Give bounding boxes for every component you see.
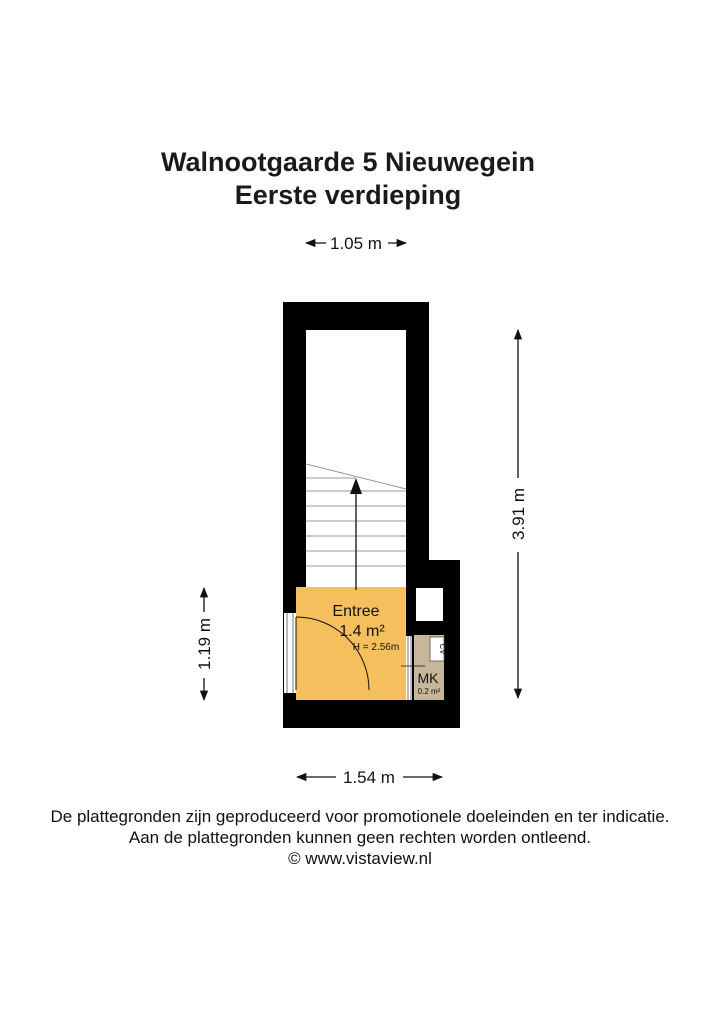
dimension-right-height (509, 330, 528, 698)
window-left (284, 613, 296, 693)
sliding-door (406, 636, 412, 700)
plan-title: Walnootgaarde 5 Nieuwegein (160, 147, 536, 177)
copyright-line: © www.vistaview.nl (288, 849, 432, 868)
dimension-top-width-label: 1.05 m (330, 234, 382, 253)
floor-subtitle: Eerste verdieping (234, 180, 462, 210)
dimension-left-height (195, 588, 214, 700)
room-entree-height: H = 2.56m (352, 642, 400, 653)
room-mk-area: 0.2 m² (417, 687, 441, 696)
meter-label: CV (438, 643, 447, 655)
disclaimer-line-1: De plattegronden zijn geproduceerd voor promotionele doeleinden en ter indicatie. (50, 807, 670, 826)
dimension-bottom-width (297, 768, 442, 787)
room-entree-area: 1.4 m² (339, 623, 385, 640)
dimension-bottom-width-label: 1.54 m (343, 768, 395, 787)
disclaimer-line-2: Aan de plattegronden kunnen geen rechten worden ontleend. (128, 828, 592, 847)
dimension-left-height-label: 1.19 m (195, 618, 214, 670)
niche (416, 588, 443, 621)
room-mk-name: MK (417, 670, 439, 686)
room-entree-name: Entree (332, 603, 380, 620)
dimension-top-width (306, 234, 406, 253)
dimension-right-height-label: 3.91 m (509, 488, 528, 540)
